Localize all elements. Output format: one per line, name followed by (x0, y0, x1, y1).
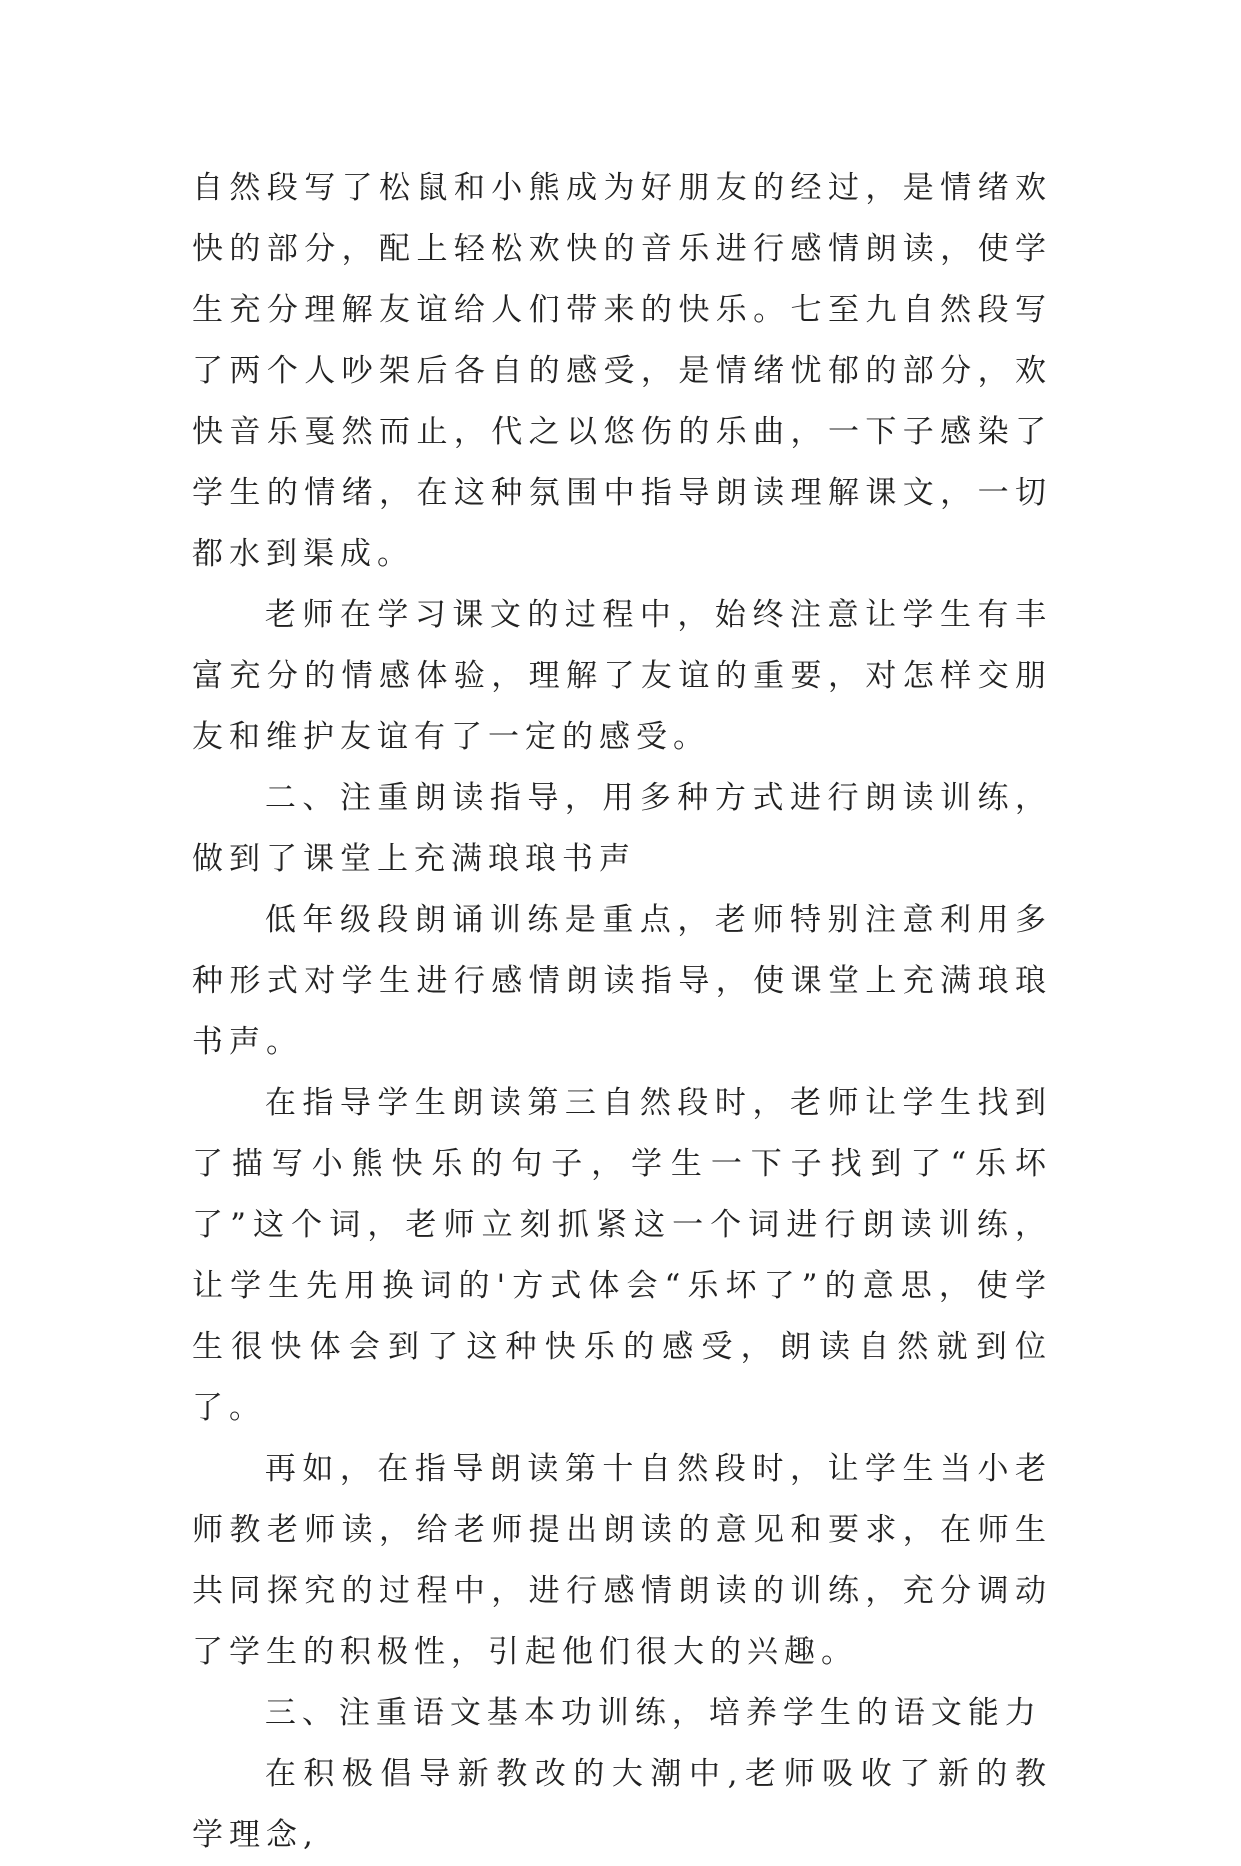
paragraph-4: 在指导学生朗读第三自然段时，老师让学生找到了描写小熊快乐的句子，学生一下子找到了“乐坏了”这个词，老师立刻抓紧这一个词进行朗读训练，让学生先用换词的'方式体会“乐坏了”的意思，使学生很快体会到了这种快乐的感受，朗读自然就到位了。 (192, 1085, 1052, 1426)
paragraph-6: 在积极倡导新教改的大潮中,老师吸收了新的教学理念, (192, 1756, 1052, 1853)
paragraph-1: 自然段写了松鼠和小熊成为好朋友的经过，是情绪欢快的部分，配上轻松欢快的音乐进行感情朗读，使学生充分理解友谊给人们带来的快乐。七至九自然段写了两个人吵架后各自的感受，是情绪忧郁的部分，欢快音乐戛然而止，代之以悠伤的乐曲，一下子感染了学生的情绪，在这种氛围中指导朗读理解课文，一切都水到渠成。 (192, 170, 1052, 572)
paragraph-3: 低年级段朗诵训练是重点，老师特别注意利用多种形式对学生进行感情朗读指导，使课堂上充满琅琅书声。 (192, 902, 1052, 1060)
document-body (192, 158, 1052, 1866)
paragraph-5: 再如，在指导朗读第十自然段时，让学生当小老师教老师读，给老师提出朗读的意见和要求，在师生共同探究的过程中，进行感情朗读的训练，充分调动了学生的积极性，引起他们很大的兴趣。 (192, 1451, 1052, 1670)
section-heading-2: 二、注重朗读指导，用多种方式进行朗读训练，做到了课堂上充满琅琅书声 (192, 780, 1052, 877)
section-heading-3: 三、注重语文基本功训练，培养学生的语文能力 (264, 1695, 1042, 1731)
paragraph-2: 老师在学习课文的过程中，始终注意让学生有丰富充分的情感体验，理解了友谊的重要，对怎样交朋友和维护友谊有了一定的感受。 (192, 597, 1052, 755)
